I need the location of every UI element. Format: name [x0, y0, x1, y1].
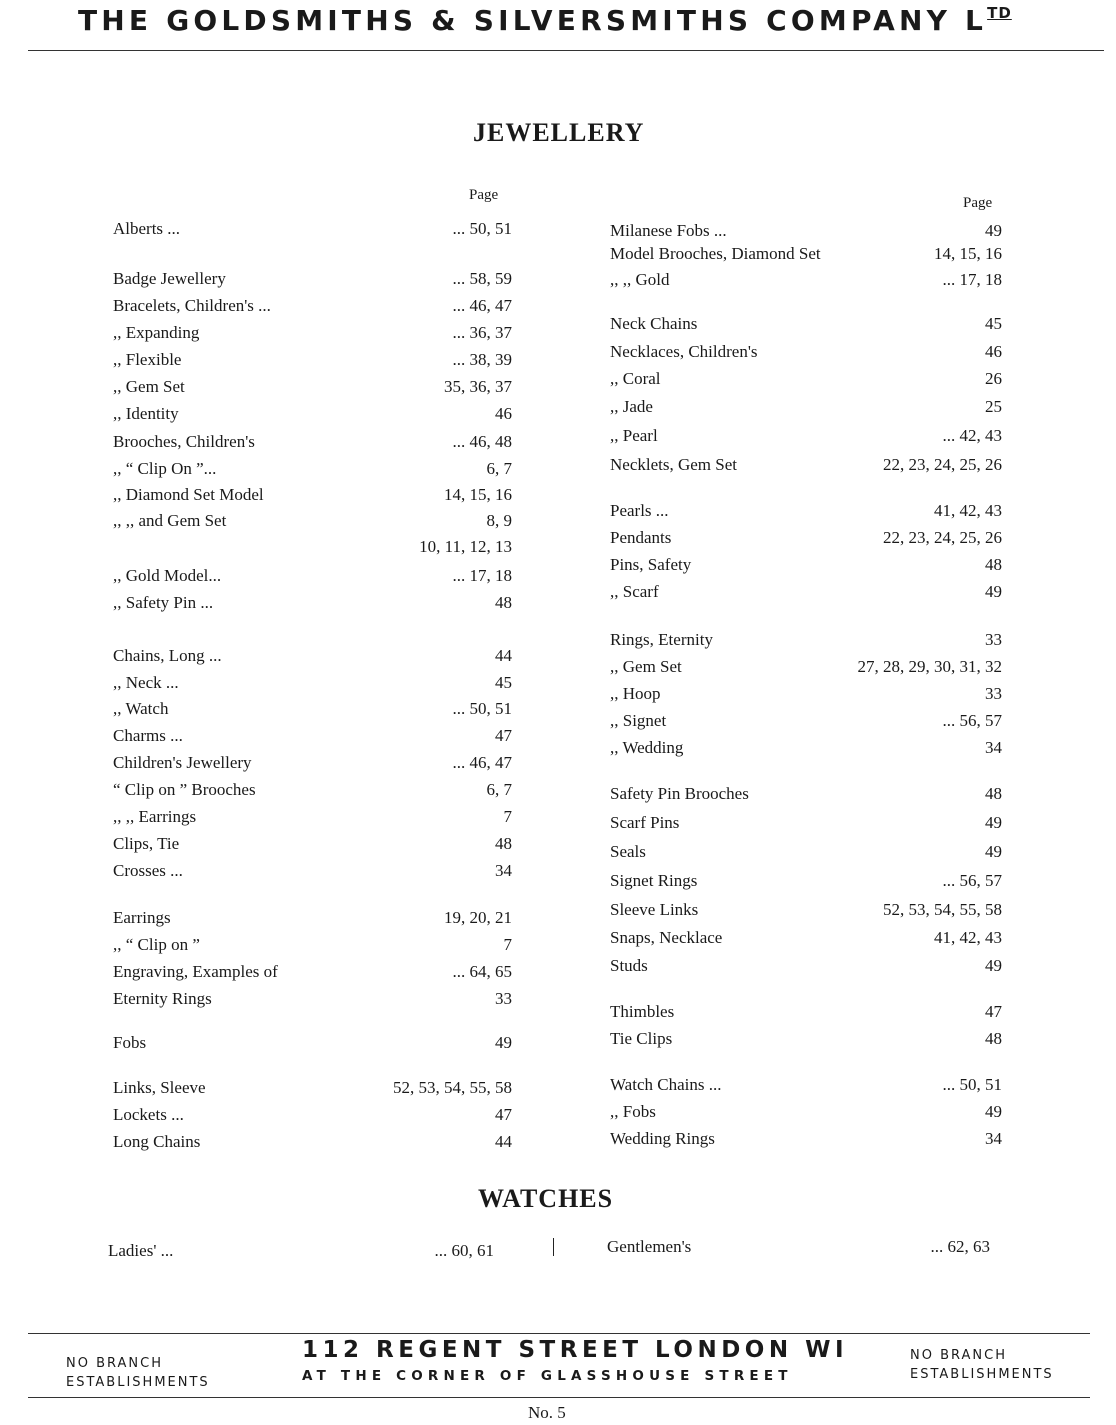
left-index-entry-pages: 48 — [495, 834, 512, 853]
left-index-entry-label: “ Clip on ” Brooches — [113, 780, 256, 799]
right-index-entry-label: Signet Rings — [610, 871, 698, 890]
left-index-entry-pages: ... 38, 39 — [452, 350, 512, 369]
right-index-entry-pages: 45 — [985, 314, 1002, 333]
right-index-entry — [610, 313, 1002, 335]
right-index-entry-pages: 49 — [985, 842, 1002, 861]
footer-left-line1: NO BRANCH — [66, 1356, 163, 1371]
left-index-entry-label: Charms ... — [113, 726, 183, 745]
left-index-entry-pages: ... 50, 51 — [452, 219, 512, 238]
right-index-entry-pages: 22, 23, 24, 25, 26 — [883, 528, 1002, 547]
footer-left-note — [66, 1354, 210, 1392]
right-index-entry-pages: 48 — [985, 555, 1002, 574]
left-index-entry-label: Chains, Long ... — [113, 646, 222, 665]
watch-entry — [108, 1240, 494, 1262]
right-index-entry-pages: 33 — [985, 630, 1002, 649]
right-index-entry-label: Pins, Safety — [610, 555, 692, 574]
right-index-entry-pages: 34 — [985, 1129, 1002, 1148]
right-index-entry-pages: 52, 53, 54, 55, 58 — [883, 900, 1002, 919]
right-index-entry-label: ,, Fobs — [610, 1102, 656, 1121]
right-index-entry-pages: 48 — [985, 784, 1002, 803]
right-index-entry — [610, 341, 1002, 363]
left-index-entry-pages: 7 — [503, 935, 512, 954]
company-header — [78, 4, 1012, 37]
right-index-entry-label: Necklets, Gem Set — [610, 455, 737, 474]
right-index-entry-label: Tie Clips — [610, 1029, 673, 1048]
left-index-entry — [113, 218, 512, 240]
right-index-entry-label: Neck Chains — [610, 314, 698, 333]
left-index-entry-label: Badge Jewellery — [113, 269, 226, 288]
right-index-entry-pages: 48 — [985, 1029, 1002, 1048]
right-page-label: Page — [963, 195, 993, 211]
left-index-entry-pages: ... 46, 47 — [452, 753, 512, 772]
right-index-entry-label: ,, ,, Gold — [610, 270, 670, 289]
right-index-entry — [610, 220, 1002, 242]
right-index-entry-label: ,, Pearl — [610, 426, 658, 445]
left-index-entry — [113, 752, 512, 774]
right-index-entry — [610, 1128, 1002, 1150]
right-index-entry-pages: 47 — [985, 1002, 1002, 1021]
right-index-entry — [610, 269, 1002, 291]
left-index-entry — [113, 565, 512, 587]
left-index-entry-label: ,, Identity — [113, 404, 179, 423]
left-index-entry — [113, 833, 512, 855]
right-index-entry-label: Pearls ... — [610, 501, 669, 520]
right-index-entry-label: Milanese Fobs ... — [610, 221, 727, 240]
right-index-entry — [610, 1074, 1002, 1096]
right-index-entry-pages: 49 — [985, 813, 1002, 832]
left-index-entry-label: ,, ,, Earrings — [113, 807, 197, 826]
right-index-entry — [610, 870, 1002, 892]
right-index-entry-pages: 49 — [985, 956, 1002, 975]
right-index-entry-label: ,, Gem Set — [610, 657, 682, 676]
right-index-entry — [610, 899, 1002, 921]
left-index-entry-label: ,, “ Clip On ”... — [113, 459, 217, 478]
right-index-entry-label: ,, Signet — [610, 711, 667, 730]
left-index-entry-pages: ... 64, 65 — [452, 962, 512, 981]
right-index-entry — [610, 500, 1002, 522]
left-index-entry-pages: ... 36, 37 — [452, 323, 512, 342]
right-index-entry-pages: 49 — [985, 582, 1002, 601]
right-index-entry — [610, 955, 1002, 977]
watch-entry-label: Ladies' ... — [108, 1241, 174, 1260]
right-index-entry — [610, 1001, 1002, 1023]
footer-right-line2: ESTABLISHMENTS — [910, 1367, 1054, 1382]
right-index-entry — [610, 737, 1002, 759]
left-index-entry — [113, 295, 512, 317]
left-index-entry-pages: 7 — [503, 807, 512, 826]
left-index-entry-label: Children's Jewellery — [113, 753, 252, 772]
left-index-entry — [113, 779, 512, 801]
left-index-entry — [113, 1032, 512, 1054]
left-index-entry-pages: 48 — [495, 593, 512, 612]
left-index-entry-pages: 35, 36, 37 — [444, 377, 512, 396]
right-index-entry-pages: 22, 23, 24, 25, 26 — [883, 455, 1002, 474]
left-index-entry — [113, 431, 512, 453]
right-index-entry — [610, 1028, 1002, 1050]
left-index-entry-label: ,, Watch — [113, 699, 169, 718]
left-index-entry-label: ,, Expanding — [113, 323, 200, 342]
left-index-entry-pages: 14, 15, 16 — [444, 485, 512, 504]
right-index-entry-label: ,, Hoop — [610, 684, 661, 703]
right-index-entry-pages: 49 — [985, 1102, 1002, 1121]
right-index-entry-pages: 33 — [985, 684, 1002, 703]
right-index-entry-pages: 34 — [985, 738, 1002, 757]
right-index-entry-pages: ... 17, 18 — [942, 270, 1002, 289]
footer-left-line2: ESTABLISHMENTS — [66, 1375, 210, 1390]
right-index-entry-label: Wedding Rings — [610, 1129, 715, 1148]
watch-entry-pages: ... 62, 63 — [930, 1237, 990, 1256]
left-index-entry-label: ,, Gem Set — [113, 377, 185, 396]
right-index-entry-label: Rings, Eternity — [610, 630, 713, 649]
right-index-entry — [610, 783, 1002, 805]
watch-entry-pages: ... 60, 61 — [434, 1241, 494, 1260]
watches-title: WATCHES — [478, 1184, 614, 1213]
right-index-entry-label: Studs — [610, 956, 648, 975]
right-index-entry-label: Scarf Pins — [610, 813, 680, 832]
right-index-entry-label: Pendants — [610, 528, 672, 547]
left-index-entry — [113, 268, 512, 290]
left-index-entry — [113, 536, 512, 558]
left-index-entry — [113, 698, 512, 720]
left-index-entry — [113, 806, 512, 828]
right-index-entry-label: Seals — [610, 842, 646, 861]
left-index-entry-label: Lockets ... — [113, 1105, 184, 1124]
right-index-entry-label: Thimbles — [610, 1002, 675, 1021]
right-index-entry-label: Safety Pin Brooches — [610, 784, 749, 803]
right-index-entry-label: Necklaces, Children's — [610, 342, 758, 361]
left-index-entry-pages: 44 — [495, 1132, 512, 1151]
left-index-entry-label: ,, Flexible — [113, 350, 182, 369]
right-index-entry-pages: ... 42, 43 — [942, 426, 1002, 445]
right-index-entry-label: Sleeve Links — [610, 900, 699, 919]
left-index-entry — [113, 1077, 512, 1099]
left-index-entry-pages: 19, 20, 21 — [444, 908, 512, 927]
left-index-entry-pages: 8, 9 — [486, 511, 512, 530]
left-index-entry — [113, 322, 512, 344]
left-index-entry-label: Eternity Rings — [113, 989, 212, 1008]
right-index-entry-pages: 41, 42, 43 — [934, 501, 1002, 520]
footer-right-line1: NO BRANCH — [910, 1348, 1007, 1363]
right-index-entry-label: ,, Jade — [610, 397, 653, 416]
left-index-entry — [113, 860, 512, 882]
company-name: THE GOLDSMITHS & SILVERSMITHS COMPANY L — [78, 4, 988, 37]
right-index-entry-label: Snaps, Necklace — [610, 928, 723, 947]
footer-rule-top — [28, 1333, 1090, 1334]
left-index-entry-pages: ... 46, 47 — [452, 296, 512, 315]
right-index-entry-label: Model Brooches, Diamond Set — [610, 244, 821, 263]
right-index-entry-label: Watch Chains ... — [610, 1075, 722, 1094]
right-index-entry — [610, 710, 1002, 732]
left-index-entry — [113, 1104, 512, 1126]
right-index-entry — [610, 812, 1002, 834]
right-index-entry — [610, 841, 1002, 863]
left-index-entry-label: Bracelets, Children's ... — [113, 296, 271, 315]
left-index-entry — [113, 725, 512, 747]
footer-rule-bottom — [28, 1397, 1090, 1398]
left-index-entry-pages: 34 — [495, 861, 512, 880]
right-index-entry — [610, 554, 1002, 576]
right-index-entry — [610, 454, 1002, 476]
left-index-entry-label: ,, “ Clip on ” — [113, 935, 200, 954]
right-index-entry — [610, 683, 1002, 705]
right-index-entry — [610, 368, 1002, 390]
left-index-entry — [113, 934, 512, 956]
left-index-entry-label: ,, ,, and Gem Set — [113, 511, 227, 530]
left-index-entry-pages: 33 — [495, 989, 512, 1008]
left-index-entry — [113, 510, 512, 532]
right-index-entry-pages: 41, 42, 43 — [934, 928, 1002, 947]
right-index-entry — [610, 656, 1002, 678]
right-index-entry — [610, 243, 1002, 265]
right-index-entry-pages: 46 — [985, 342, 1002, 361]
watch-entry — [607, 1236, 990, 1258]
right-index-entry-pages: ... 50, 51 — [942, 1075, 1002, 1094]
right-index-entry-pages: 14, 15, 16 — [934, 244, 1002, 263]
left-index-entry-pages: 45 — [495, 673, 512, 692]
left-index-entry-label: Links, Sleeve — [113, 1078, 206, 1097]
left-index-entry — [113, 349, 512, 371]
right-index-entry — [610, 927, 1002, 949]
left-index-entry-label: Clips, Tie — [113, 834, 180, 853]
right-index-entry-pages: ... 56, 57 — [942, 871, 1002, 890]
header-rule — [28, 50, 1104, 51]
right-index-entry — [610, 1101, 1002, 1123]
left-index-entry — [113, 988, 512, 1010]
left-index-entry-label: Alberts ... — [113, 219, 181, 238]
left-index-entry — [113, 961, 512, 983]
jewellery-title: JEWELLERY — [473, 118, 645, 147]
left-index-entry — [113, 403, 512, 425]
left-index-entry-pages: ... 46, 48 — [452, 432, 512, 451]
left-index-entry — [113, 907, 512, 929]
right-index-entry — [610, 396, 1002, 418]
right-index-entry-pages: 25 — [985, 397, 1002, 416]
right-index-entry-label: ,, Scarf — [610, 582, 659, 601]
left-index-entry — [113, 1131, 512, 1153]
left-index-entry-label: ,, Gold Model... — [113, 566, 222, 585]
left-index-entry-pages: ... 58, 59 — [452, 269, 512, 288]
footer-address-sub: AT THE CORNER OF GLASSHOUSE STREET — [302, 1368, 793, 1384]
left-index-entry-pages: ... 17, 18 — [452, 566, 512, 585]
left-index-entry-pages: 6, 7 — [486, 780, 512, 799]
left-index-entry-pages: 10, 11, 12, 13 — [419, 537, 512, 556]
left-index-entry-pages: 49 — [495, 1033, 512, 1052]
left-index-entry-pages: 6, 7 — [486, 459, 512, 478]
right-index-entry-pages: 49 — [985, 221, 1002, 240]
watch-entry-label: Gentlemen's — [607, 1237, 692, 1256]
left-index-entry-pages: 44 — [495, 646, 512, 665]
page-number: No. 5 — [528, 1403, 566, 1422]
left-index-entry-pages: 47 — [495, 1105, 512, 1124]
left-index-entry — [113, 376, 512, 398]
left-index-entry-pages: ... 50, 51 — [452, 699, 512, 718]
right-index-entry-pages: ... 56, 57 — [942, 711, 1002, 730]
left-index-entry-label: Fobs — [113, 1033, 147, 1052]
left-index-entry-label: Brooches, Children's — [113, 432, 255, 451]
right-index-entry-pages: 27, 28, 29, 30, 31, 32 — [857, 657, 1002, 676]
left-index-entry-label: Engraving, Examples of — [113, 962, 278, 981]
footer-right-note — [910, 1346, 1054, 1384]
right-index-entry-pages: 26 — [985, 369, 1002, 388]
left-index-entry-label: Crosses ... — [113, 861, 183, 880]
right-index-entry — [610, 581, 1002, 603]
right-index-entry — [610, 629, 1002, 651]
left-index-entry-label: Earrings — [113, 908, 171, 927]
left-index-entry-pages: 52, 53, 54, 55, 58 — [393, 1078, 512, 1097]
left-index-entry — [113, 672, 512, 694]
left-index-entry — [113, 484, 512, 506]
right-index-entry-label: ,, Wedding — [610, 738, 684, 757]
left-index-entry-label: ,, Neck ... — [113, 673, 179, 692]
left-index-entry-label: ,, Diamond Set Model — [113, 485, 264, 504]
company-suffix: TD — [987, 4, 1012, 22]
left-index-entry-label: ,, Safety Pin ... — [113, 593, 214, 612]
left-index-entry — [113, 645, 512, 667]
right-index-entry — [610, 527, 1002, 549]
right-index-entry-label: ,, Coral — [610, 369, 661, 388]
watches-divider — [553, 1238, 554, 1256]
footer-address: 112 REGENT STREET LONDON WI — [302, 1337, 849, 1363]
right-index-entry — [610, 425, 1002, 447]
left-index-entry-pages: 46 — [495, 404, 512, 423]
left-page-label: Page — [469, 187, 499, 203]
left-index-entry — [113, 458, 512, 480]
left-index-entry-pages: 47 — [495, 726, 512, 745]
left-index-entry — [113, 592, 512, 614]
left-index-entry-label: Long Chains — [113, 1132, 201, 1151]
